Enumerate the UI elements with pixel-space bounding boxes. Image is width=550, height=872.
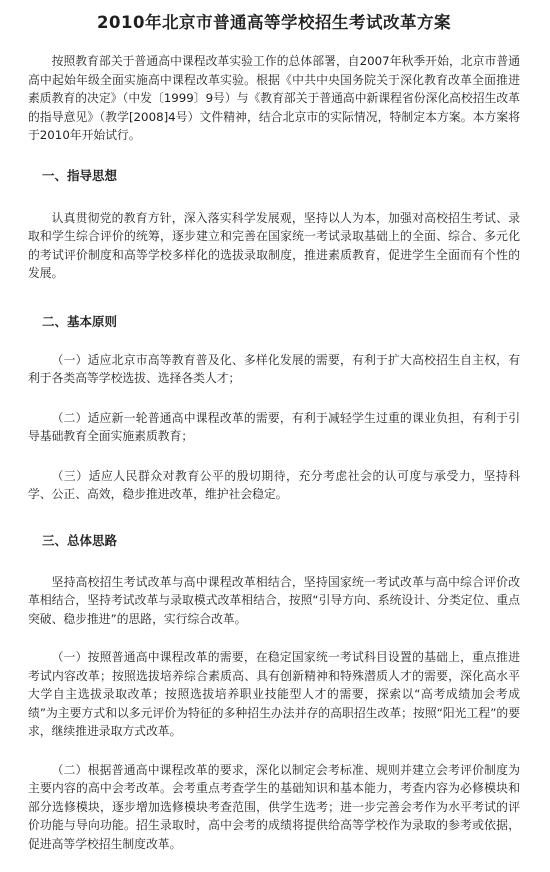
approach-paragraph-1: 坚持高校招生考试改革与高中课程改革相结合，坚持国家统一考试改革与高中综合评价改革相结合，坚持考试改革与录取模式改革相结合，按照“引导方向、系统设计、分类定位、重点突破、稳步推进”的思路，实行综合改革。 [28,574,520,626]
approach-paragraph-2: （一）按照普通高中课程改革的需要，在稳定国家统一考试科目设置的基础上，重点推进考试内容改革；按照选拔培养综合素质高、具有创新精神和特殊潜质人才的需要，深化高水平大学自主选拔录取改革；按照选拔培养职业技能型人才的需要，探索以“高考成绩加会考成绩”为主要方式和以多元评价为特征的多种招生办法并存的高职招生改革；按照“阳光工程”的要求，继续推进录取方式改革。 [28,650,520,738]
approach-paragraph-3: （二）根据普通高中课程改革的要求，深化以制定会考标准、规则并建立会考评价制度为主要内容的高中会考改革。会考重点考查学生的基础知识和基本能力，考查内容为必修模块和部分选修模块，逐步增加选修模块考查范围，供学生选考；进一步完善会考作为水平考试的评价功能与导向功能。招生录取时，高中会考的成绩将提供给高等学校作为录取的参考或依据，促进高等学校招生制度改革。 [28,762,520,851]
section-heading-guiding-ideology: 一、指导思想 [42,167,118,183]
principle-paragraph-2: （二）适应新一轮普通高中课程改革的需要，有利于减轻学生过重的课业负担，有利于引导基础教育全面实施素质教育； [28,410,520,443]
document-title: 2010年北京市普通高等学校招生考试改革方案 [97,13,451,32]
principle-paragraph-3: （三）适应人民群众对教育公平的殷切期待，充分考虑社会的认可度与承受力，坚持科学、公正、高效，稳步推进改革，维护社会稳定。 [28,468,520,501]
principle-paragraph-1: （一）适应北京市高等教育普及化、多样化发展的需要，有利于扩大高校招生自主权，有利于各类高等学校选拔、选择各类人才； [28,352,520,385]
guiding-ideology-paragraph: 认真贯彻党的教育方针，深入落实科学发展观，坚持以人为本，加强对高校招生考试、录取和学生综合评价的统筹，逐步建立和完善在国家统一考试录取基础上的全面、综合、多元化的考试评价制度和高等学校多样化的选拔录取制度，推进素质教育，促进学生全面而有个性的发展。 [28,210,520,280]
section-heading-basic-principles: 二、基本原则 [42,313,118,329]
section-heading-overall-approach: 三、总体思路 [42,532,118,548]
intro-paragraph: 按照教育部关于普通高中课程改革实验工作的总体部署，自2007年秋季开始，北京市普通高中起始年级全面实施高中课程改革实验。根据《中共中央国务院关于深化教育改革全面推进素质教育的决定》（中发〔1999〕9号）与《教育部关于普通高中新课程省份深化高校招生改革的指导意见》（教学[2008]4号）文件精神，结合北京市的实际情况，特制定本方案。本方案将于2010年开始试行。 [28,54,520,142]
